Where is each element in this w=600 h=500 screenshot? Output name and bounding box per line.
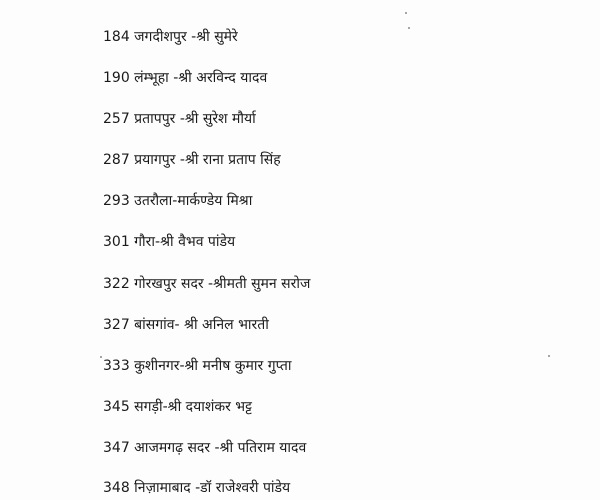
- entry-293: 293 उतरौला-मार्कण्डेय मिश्रा: [103, 193, 253, 209]
- scan-speck: [408, 27, 410, 29]
- entry-301: 301 गौरा-श्री वैभव पांडेय: [103, 234, 236, 250]
- entry-287: 287 प्रयागपुर -श्री राना प्रताप सिंह: [103, 152, 281, 168]
- entry-333: 333 कुशीनगर-श्री मनीष कुमार गुप्ता: [103, 358, 292, 374]
- entry-184: 184 जगदीशपुर -श्री सुमेरे: [103, 29, 238, 45]
- scan-speck: [548, 355, 550, 357]
- scan-speck: [405, 12, 407, 14]
- entry-190: 190 लंम्भूहा -श्री अरविन्द यादव: [103, 70, 268, 86]
- entry-347: 347 आजमगढ़ सदर -श्री पतिराम यादव: [103, 440, 307, 456]
- entry-348: 348 निज़ामाबाद -डॉ राजेश्वरी पांडेय: [103, 480, 291, 496]
- entry-257: 257 प्रतापपुर -श्री सुरेश मौर्या: [103, 111, 256, 127]
- entry-322: 322 गोरखपुर सदर -श्रीमती सुमन सरोज: [103, 276, 311, 292]
- entry-327: 327 बांसगांव- श्री अनिल भारती: [103, 317, 269, 333]
- scan-speck: [100, 356, 102, 358]
- entry-345: 345 सगड़ी-श्री दयाशंकर भट्ट: [103, 399, 252, 415]
